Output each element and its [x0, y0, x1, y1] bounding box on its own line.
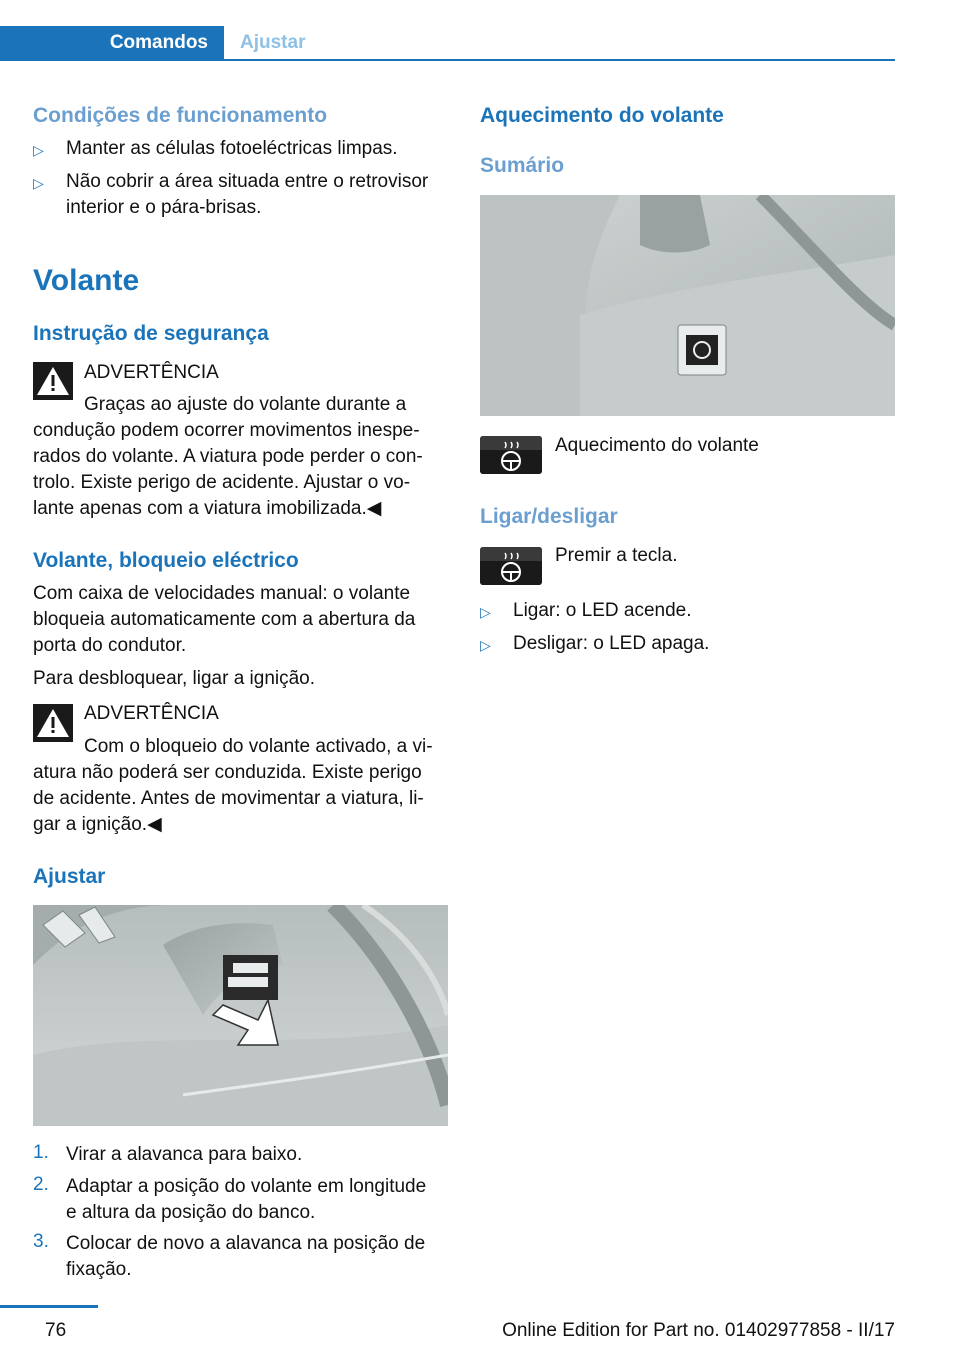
warning2-line: atura não poderá ser conduzida. Existe perigo [33, 762, 422, 783]
conditions-item-2-cont: interior e o pára-brisas. [66, 197, 262, 218]
footer-rule [0, 1305, 98, 1308]
tab-ajustar[interactable]: Ajustar [240, 32, 306, 53]
conditions-item-1: Manter as células fotoeléctricas limpas. [66, 138, 398, 159]
step-text: Adaptar a posição do volante em longitude [66, 1176, 427, 1197]
ajustar-heading: Ajustar [33, 865, 106, 888]
edition-text: Online Edition for Part no. 01402977858 - II/17 [502, 1320, 895, 1341]
step-text: Virar a alavanca para baixo. [66, 1144, 303, 1165]
step-text: fixação. [66, 1259, 132, 1280]
heating-heading: Aquecimento do volante [480, 104, 724, 127]
steering-wheel-heat-icon [480, 436, 542, 474]
warning1-line: condução podem ocorrer movimentos inespe- [33, 420, 420, 441]
safety-heading: Instrução de segurança [33, 322, 269, 345]
bullet-icon: ▷ [480, 604, 491, 620]
onoff-item: Ligar: o LED acende. [513, 600, 692, 621]
onoff-heading: Ligar/desligar [480, 505, 618, 528]
warning2-line: Com o bloqueio do volante activado, a vi- [84, 736, 433, 757]
press-text: Premir a tecla. [555, 545, 678, 566]
warning1-line: Graças ao ajuste do volante durante a [84, 394, 407, 415]
page-number: 76 [45, 1320, 67, 1341]
warning2-line: de acidente. Antes de movimentar a viatura, li- [33, 788, 424, 809]
bullet-icon: ▷ [33, 175, 44, 191]
button-caption: Aquecimento do volante [555, 435, 759, 456]
warning1-line: trolo. Existe perigo de acidente. Ajustar o vo- [33, 472, 411, 493]
lock-line: porta do condutor. [33, 635, 187, 656]
warning2-line: gar a ignição.◀ [33, 814, 162, 835]
step-number: 2. [33, 1174, 49, 1195]
heated-wheel-button-photo [480, 195, 895, 416]
bullet-icon: ▷ [480, 637, 491, 653]
warning1-line: rados do volante. A viatura pode perder o con- [33, 446, 423, 467]
steering-column-lever-photo [33, 905, 448, 1126]
step-number: 1. [33, 1142, 49, 1163]
conditions-item-2: Não cobrir a área situada entre o retrovisor [66, 171, 429, 192]
step-text: e altura da posição do banco. [66, 1202, 316, 1223]
warning1-title: ADVERTÊNCIA [84, 362, 219, 383]
bullet-icon: ▷ [33, 142, 44, 158]
warning1-line: lante apenas com a viatura imobilizada.◀ [33, 498, 382, 519]
summary-heading: Sumário [480, 154, 565, 177]
steering-wheel-heat-icon [480, 547, 542, 585]
step-text: Colocar de novo a alavanca na posição de [66, 1233, 426, 1254]
warning-icon [33, 362, 73, 400]
conditions-heading: Condições de funcionamento [33, 104, 328, 127]
page-header [0, 0, 895, 62]
lock-heading: Volante, bloqueio eléctrico [33, 549, 299, 572]
section-title-volante: Volante [33, 264, 140, 297]
warning2-title: ADVERTÊNCIA [84, 703, 219, 724]
header-rule [0, 59, 895, 61]
onoff-item: Desligar: o LED apaga. [513, 633, 710, 654]
warning-icon [33, 704, 73, 742]
unlock-text: Para desbloquear, ligar a ignição. [33, 668, 316, 689]
step-number: 3. [33, 1231, 49, 1252]
lock-line: Com caixa de velocidades manual: o volante [33, 583, 411, 604]
lock-line: bloqueia automaticamente com a abertura da [33, 609, 416, 630]
tab-comandos[interactable]: Comandos [0, 26, 224, 60]
